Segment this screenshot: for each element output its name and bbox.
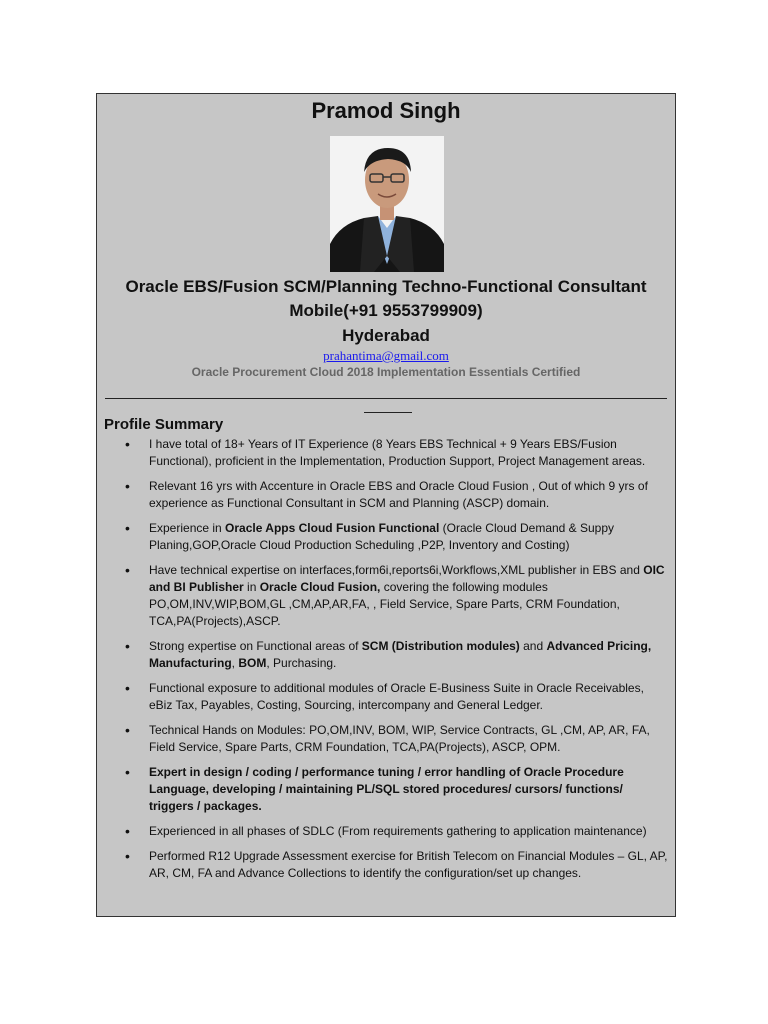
- bullet-text: Have technical expertise on interfaces,form6i,reports6i,Workflows,XML publisher in EBS and: [149, 563, 644, 577]
- bullet-text: Performed R12 Upgrade Assessment exercise for British Telecom on Financial Modules – GL, AP, AR, CM, FA and Advance Collections to identify the configuration/set up changes.: [149, 849, 668, 880]
- divider-line-short: [364, 412, 412, 413]
- bullet-text: in: [243, 580, 260, 594]
- list-item: [97, 823, 675, 840]
- profile-photo-graphic: [330, 136, 444, 272]
- section-title: Profile Summary: [104, 416, 224, 433]
- list-item: [97, 638, 675, 672]
- bullet-text: Technical Hands on Modules: PO,OM,INV, BOM, WIP, Service Contracts, GL ,CM, AP, AR, FA, Field Service, Spare Parts, CRM Foundation, TCA,PA(Projects), ASCP, OPM.: [149, 723, 650, 754]
- email-link[interactable]: prahantima@gmail.com: [323, 348, 449, 363]
- job-title: Oracle EBS/Fusion SCM/Planning Techno-Functional Consultant: [125, 277, 647, 296]
- list-item: [97, 562, 675, 630]
- bullet-text: Experienced in all phases of SDLC (From requirements gathering to application maintenance): [149, 824, 647, 838]
- bullet-bold-text: Oracle Apps Cloud Fusion Functional: [225, 521, 440, 535]
- bullet-text: , Purchasing.: [266, 656, 337, 670]
- bullet-text: covering the following modules PO,OM,INV,WIP,BOM,GL ,CM,AP,AR,FA, , Field Service, Spare Parts, CRM Foundation, TCA,PA(Projects),ASCP.: [149, 580, 620, 628]
- divider-line: [105, 398, 667, 399]
- profile-photo: [330, 136, 444, 272]
- bullet-bold-text: BOM: [238, 656, 267, 670]
- bullet-text: and: [519, 639, 547, 653]
- list-item: [97, 848, 675, 882]
- bullet-bold-text: Expert in design / coding / performance tuning / error handling of Oracle Procedure Language, developing / maintaining PL/SQL stored procedures/ cursors/ functions/ triggers / packages.: [149, 765, 624, 813]
- list-item: [97, 520, 675, 554]
- bullet-bold-text: SCM (Distribution modules): [361, 639, 520, 653]
- list-item: [97, 764, 675, 815]
- candidate-name: Pramod Singh: [311, 98, 461, 123]
- list-item: [97, 478, 675, 512]
- bullet-text: Relevant 16 yrs with Accenture in Oracle EBS and Oracle Cloud Fusion , Out of which 9 yrs of experience as Functional Consultant in SCM and Planning (ASCP) domain.: [149, 479, 648, 510]
- bullet-text: Strong expertise on Functional areas of: [149, 639, 362, 653]
- city: Hyderabad: [342, 326, 430, 345]
- bullet-text: (Oracle Cloud Demand & Suppy Planing,GOP,Oracle Cloud Production Scheduling ,P2P, Inventory and Costing): [149, 521, 615, 552]
- list-item: [97, 680, 675, 714]
- bullet-text: Functional exposure to additional modules of Oracle E-Business Suite in Oracle Receivables, eBiz Tax, Payables, Costing, Sourcing, intercompany and General Ledger.: [149, 681, 644, 712]
- list-item: [97, 436, 675, 470]
- mobile-number: Mobile(+91 9553799909): [289, 301, 483, 320]
- bullet-bold-text: Oracle Cloud Fusion,: [259, 580, 381, 594]
- bullet-text: Experience in: [149, 521, 226, 535]
- bullet-bold-text: Advanced Pricing, Manufacturing: [149, 639, 652, 670]
- profile-summary-list: [97, 436, 675, 890]
- bullet-bold-text: OIC and BI Publisher: [149, 563, 665, 594]
- bullet-text: I have total of 18+ Years of IT Experience (8 Years EBS Technical + 9 Years EBS/Fusion Functional), proficient in the Implementation, Production Support, Project Management areas.: [149, 437, 646, 468]
- certification: Oracle Procurement Cloud 2018 Implementation Essentials Certified: [191, 365, 581, 379]
- resume-page: [96, 93, 676, 917]
- bullet-text: ,: [231, 656, 239, 670]
- list-item: [97, 722, 675, 756]
